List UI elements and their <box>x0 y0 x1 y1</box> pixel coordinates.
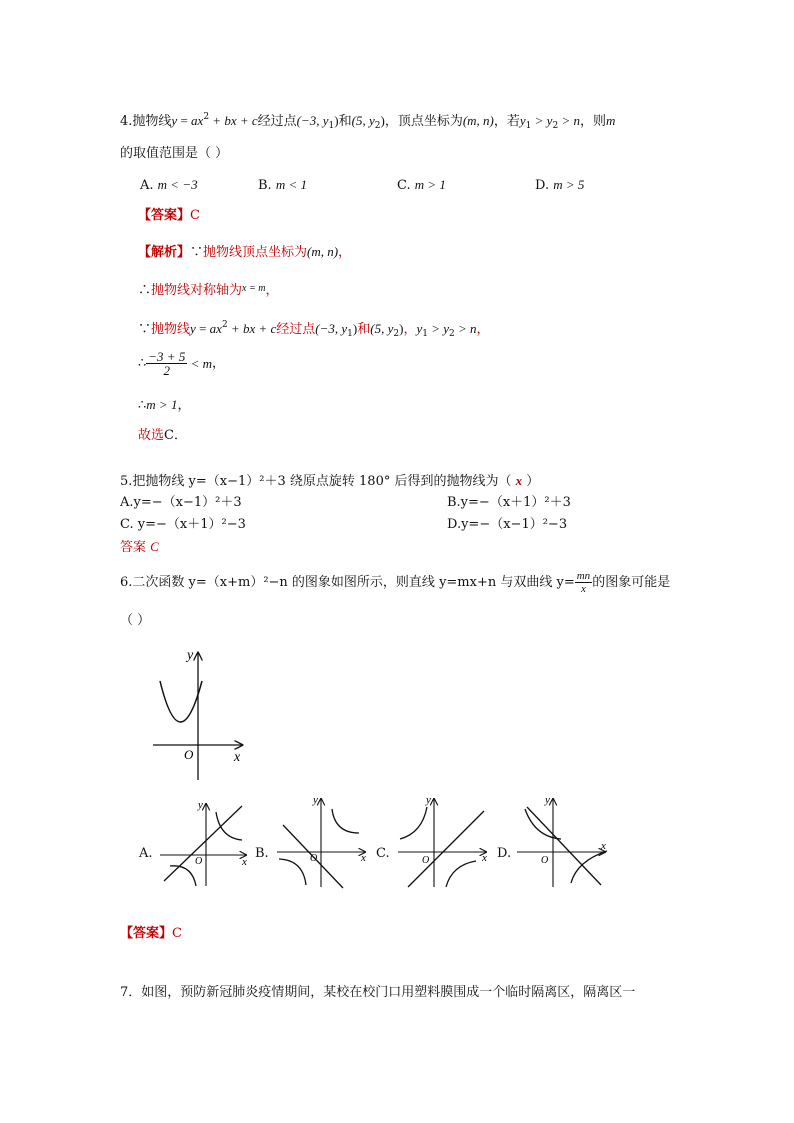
x-axis-label: x <box>601 840 606 852</box>
q4-analysis-line2 <box>138 280 278 300</box>
q4-stem-line1 <box>120 108 615 135</box>
q4-stem-line2: 的取值范围是（ ） <box>120 146 229 161</box>
hyperbola-branch-upper <box>216 812 242 840</box>
q5-option-c: C. y=−（x＋1）²−3 <box>120 517 246 532</box>
because-symbol-2: ∵ <box>138 322 152 337</box>
q4-cond-s2: 2 <box>552 121 559 131</box>
y-axis-label: y <box>313 795 318 806</box>
q4-t5: ，则 <box>579 114 606 129</box>
line-graph <box>408 811 484 887</box>
q4-analysis-line1 <box>138 243 351 262</box>
q5-answer-value: C <box>150 539 159 554</box>
therefore-symbol: ∴ <box>138 283 152 298</box>
hyperbola-branch-upper <box>332 809 359 833</box>
q4-a3-end2: ， <box>476 322 490 337</box>
q4-frac-den: 2 <box>163 363 171 378</box>
q4-option-d <box>535 176 584 195</box>
q4-a6-end: ． <box>173 428 187 443</box>
q4-a3-eq-pow: 2 <box>221 320 228 330</box>
q4-a5-end: ， <box>177 398 191 413</box>
q4-a3-eq-eq: = <box>195 321 210 336</box>
q5-stem-eq: y=（x−1）²＋3 <box>188 474 286 489</box>
q4-frac-num: −3 + 5 <box>148 349 186 364</box>
q4-eq-a: ax <box>191 113 204 128</box>
q4-pt1-sub: 1 <box>328 121 335 131</box>
q4-cond-gt: > y <box>531 113 553 128</box>
q5-answer-label: 答案 <box>120 540 147 555</box>
q4-a3-cond-y1: y <box>416 321 423 336</box>
q4-a3-text2: 经过点 <box>276 322 316 337</box>
q4-analysis-line5 <box>138 396 190 415</box>
q4-option-b <box>258 176 307 195</box>
q6-frac-den: x <box>581 583 586 595</box>
q4-a2-math: x = m <box>242 283 266 294</box>
q6-option-c-label: C. <box>376 846 390 861</box>
q4-analysis-line6 <box>138 427 187 445</box>
q6-fraction <box>575 570 592 595</box>
q4-option-c-math: m > 1 <box>414 177 446 192</box>
q4-answer-tag: 【答案】 <box>138 208 191 223</box>
q6-option-b-label: B. <box>255 846 269 861</box>
q4-option-a-math: m < −3 <box>157 177 198 192</box>
q4-a6-text: 故选 <box>138 428 165 443</box>
q4-m-var: m <box>605 113 616 128</box>
q4-a1-text: 抛物线顶点坐标为 <box>203 245 308 260</box>
q4-pt2: (5, y <box>351 113 375 128</box>
y-axis-label: y <box>545 795 550 806</box>
hyperbola-branch-lower <box>571 851 607 883</box>
x-axis-label: x <box>361 852 366 864</box>
therefore-symbol-3: ∴ <box>138 398 147 413</box>
q4-a3-eq-a: ax <box>209 321 222 336</box>
q4-option-d-math: m > 5 <box>553 177 585 192</box>
parabola-curve <box>160 681 202 722</box>
q4-a1-math: (m, n) <box>307 244 339 259</box>
q4-pt1: (−3, y <box>296 113 329 128</box>
q5-stem-c: ） <box>522 474 540 489</box>
q4-a2-end: ， <box>265 283 279 298</box>
q5-stem-b: 绕原点旋转 180° 后得到的抛物线为（ <box>285 474 516 489</box>
because-symbol: ∵ <box>190 245 204 260</box>
q4-t3: ，顶点坐标为 <box>384 114 463 129</box>
origin-label: O <box>422 855 430 866</box>
x-axis-label: x <box>242 856 247 868</box>
origin-label: O <box>184 747 194 762</box>
q4-a3-pt1-sub: 1 <box>347 329 353 339</box>
q4-t2: 和 <box>338 114 352 129</box>
q4-a3-pt1: (−3, y <box>315 321 348 336</box>
q4-analysis-line3 <box>138 316 490 343</box>
line-graph <box>527 807 601 885</box>
q6-stem-b: 的图象可能是 <box>592 575 671 590</box>
q5-stem-mark: x <box>515 473 523 488</box>
q4-answer <box>138 207 200 225</box>
q4-a3-text: 抛物线 <box>151 322 191 337</box>
q5-answer <box>120 538 159 557</box>
q4-option-c <box>397 176 446 195</box>
origin-label: O <box>310 853 318 864</box>
hyperbola-branch-upper <box>400 807 427 839</box>
q7-stem: 7．如图，预防新冠肺炎疫情期间，某校在校门口用塑料膜围成一个临时隔离区，隔离区一 <box>120 985 636 1000</box>
q4-lead: 4.抛物线 <box>120 114 172 129</box>
x-axis-label: x <box>482 852 487 864</box>
q4-analysis-line4 <box>138 350 225 377</box>
q6-option-d-label: D. <box>497 846 512 861</box>
q4-a3-cond-gtn: > n <box>454 321 477 336</box>
x-axis-label: x <box>234 750 241 765</box>
q6-option-b-graph <box>275 795 370 890</box>
q4-t1: 经过点 <box>257 114 297 129</box>
hyperbola-branch-lower <box>170 866 196 886</box>
q6-parabola-figure <box>150 645 250 785</box>
q4-analysis-tag: 【解析】 <box>138 245 191 260</box>
q4-option-d-label: D. <box>535 178 550 193</box>
q4-eq-eq: = <box>177 113 192 128</box>
q6-stem-a: 6.二次函数 y=（x+m）²−n 的图象如图所示，则直线 y=mx+n 与双曲线 y= <box>120 575 575 590</box>
q4-option-b-label: B. <box>258 178 272 193</box>
q6-option-c-graph <box>396 795 496 890</box>
q5-stem <box>120 472 539 491</box>
q4-t4: ，若 <box>493 114 520 129</box>
q4-eq-y: y <box>171 113 178 128</box>
line-graph <box>164 806 242 881</box>
q5-option-d: D.y=−（x−1）²−3 <box>447 517 568 532</box>
q4-eq-pow: 2 <box>203 112 210 122</box>
y-axis-label: y <box>426 795 431 806</box>
q4-a3-eq-y: y <box>190 321 196 336</box>
q4-a3-and: 和 <box>357 322 371 337</box>
q4-a3-pt2-sub: 2 <box>393 329 400 339</box>
q4-pt2-close: ) <box>380 113 385 128</box>
q6-option-d-graph <box>515 795 615 890</box>
q4-a1-end: ， <box>338 245 352 260</box>
q4-a3-end: ， <box>403 322 417 337</box>
q4-a3-eq-rest: + bx + c <box>227 321 277 336</box>
q4-fraction <box>146 350 187 377</box>
q4-a3-pt2: (5, y <box>370 321 394 336</box>
y-axis-label: y <box>198 799 203 811</box>
q4-cond-y1: y <box>519 113 526 128</box>
q4-eq-rest: + bx + c <box>209 113 258 128</box>
hyperbola-branch-lower <box>446 861 476 887</box>
q4-a3-cond-s1: 1 <box>422 329 428 339</box>
q4-pt2-sub: 2 <box>374 121 381 131</box>
q4-option-c-label: C. <box>397 178 411 193</box>
q4-cond-gtn: > n <box>558 113 580 128</box>
q6-paren: （ ） <box>120 613 151 628</box>
q4-a3-cond-gt: > y <box>427 321 450 336</box>
q6-option-a-graph <box>158 798 253 888</box>
y-axis-label: y <box>187 648 194 663</box>
q4-option-a <box>140 176 198 195</box>
origin-label: O <box>195 856 203 867</box>
hyperbola-branch-lower <box>279 859 306 885</box>
q6-option-a-label: A. <box>139 846 153 861</box>
q4-frac-tail: < m <box>187 356 212 371</box>
q4-pt1-close: ) <box>334 113 339 128</box>
q6-answer-value: C <box>172 926 182 941</box>
q4-cond-s1: 1 <box>525 121 532 131</box>
q4-a5-math: m > 1 <box>146 397 178 412</box>
q6-answer <box>120 925 182 943</box>
q4-a3-pt2-close: ) <box>399 321 404 336</box>
q4-vertex: (m, n) <box>462 113 494 128</box>
q6-frac-num: mn <box>576 570 591 582</box>
q4-answer-value: C <box>190 208 200 223</box>
q4-a3-cond-s2: 2 <box>449 329 455 339</box>
q4-option-a-label: A. <box>140 178 154 193</box>
q4-a3-pt1-close: ) <box>352 321 358 336</box>
q4-a4-end: ， <box>212 356 226 371</box>
q4-option-b-math: m < 1 <box>275 177 307 192</box>
q5-stem-a: 5.把抛物线 <box>120 474 189 489</box>
therefore-symbol-2: ∴ <box>138 356 147 371</box>
origin-label: O <box>541 855 549 866</box>
q4-a6-c: C <box>164 428 174 443</box>
q4-a2-text: 抛物线对称轴为 <box>151 283 243 298</box>
q5-option-b: B.y=−（x＋1）²＋3 <box>447 495 571 510</box>
q6-answer-tag: 【答案】 <box>120 926 173 941</box>
q5-option-a: A.y=−（x−1）²＋3 <box>120 495 242 510</box>
q6-stem <box>120 570 670 595</box>
